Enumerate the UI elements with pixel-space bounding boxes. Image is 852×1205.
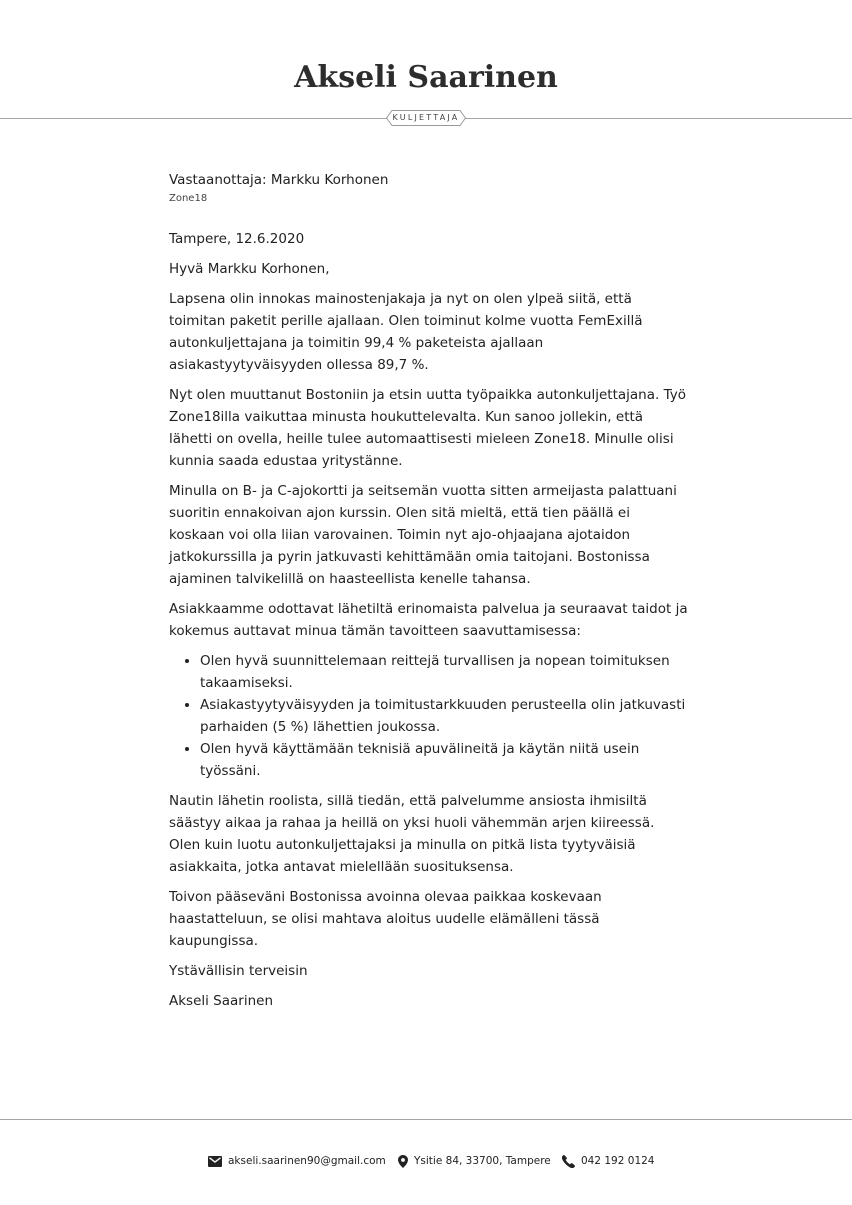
- contact-address-text: Ysitie 84, 33700, Tampere: [414, 1155, 551, 1167]
- letter-paragraph: Nyt olen muuttanut Bostoniin ja etsin uutta työpaikka autonkuljettajana. Työ Zone18illa vaikuttaa minusta houkuttelevalta. Kun sanoo jollekin, että lähetti on ovella, heille tulee automaattisesti mieleen Zone18. Minulle olisi kunnia saada edustaa yritystänne.: [169, 387, 686, 469]
- job-title: KULJETTAJA: [392, 113, 460, 122]
- letter-date: Tampere, 12.6.2020: [169, 231, 305, 247]
- letter-greeting: Hyvä Markku Korhonen,: [169, 261, 330, 277]
- letter-paragraph: Toivon pääseväni Bostonissa avoinna olevaa paikkaa koskevaan haastatteluun, se olisi mahtava aloitus uudelle elämälleni tässä kaupungissa.: [169, 889, 602, 949]
- job-title-badge: [386, 110, 466, 126]
- recipient-line: Vastaanottaja: Markku Korhonen: [169, 172, 389, 188]
- contact-footer: [0, 1151, 852, 1171]
- applicant-name: Akseli Saarinen: [294, 60, 558, 95]
- contact-email-text: akseli.saarinen90@gmail.com: [228, 1155, 386, 1167]
- skills-list-item: • Olen hyvä suunnittelemaan reittejä turvallisen ja nopean toimituksen takaamiseksi.: [200, 650, 689, 694]
- letter-paragraph: Lapsena olin innokas mainostenjakaja ja nyt on olen ylpeä siitä, että toimitan paketit perille ajallaan. Olen toiminut kolme vuotta FemExillä autonkuljettajana ja toimitin 99,4 % paketeista ajallaan asiakastyytyväisyyden ollessa 89,7 %.: [169, 291, 643, 373]
- envelope-icon: [208, 1156, 222, 1167]
- letter-paragraph: Nautin lähetin roolista, sillä tiedän, että palvelumme ansiosta ihmisiltä säästyy aikaa ja rahaa ja heillä on yksi huoli vähemmän arjen kiireessä. Olen kuin luotu autonkuljettajaksi ja minulla on pitkä lista tyytyväisiä asiakkaita, jotka antavat mielellään suosituksensa.: [169, 793, 655, 875]
- map-pin-icon: [398, 1155, 408, 1168]
- footer-divider: [0, 1119, 852, 1120]
- letter-paragraph: Asiakkaamme odottavat lähetiltä erinomaista palvelua ja seuraavat taidot ja kokemus auttavat minua tämän tavoitteen saavuttamisessa:: [169, 601, 688, 639]
- phone-icon: [562, 1155, 575, 1168]
- letter-signature: Akseli Saarinen: [169, 993, 274, 1009]
- contact-phone-text: 042 192 0124: [581, 1155, 655, 1167]
- contact-address: [398, 1151, 551, 1171]
- contact-email: [208, 1151, 386, 1171]
- letter-paragraph: Minulla on B- ja C-ajokortti ja seitsemän vuotta sitten armeijasta palattuani suoritin ennakoivan ajon kurssin. Olen sitä mieltä, että tien päällä ei koskaan voi olla liian varovainen. Toimin nyt ajo-ohjaajana ajotaidon jatkokurssilla ja pyrin jatkuvasti kehittämään omia taitojani. Bostonissa ajaminen talvikelillä on haasteellista kenelle tahansa.: [169, 483, 677, 587]
- skills-list-item: • Olen hyvä käyttämään teknisiä apuvälineitä ja käytän niitä usein työssäni.: [200, 738, 689, 782]
- recipient-company: Zone18: [169, 193, 208, 204]
- skills-list: [169, 650, 689, 782]
- letter-signoff: Ystävällisin terveisin: [169, 963, 308, 979]
- contact-phone: [562, 1151, 654, 1171]
- letter-body: [169, 228, 689, 1020]
- skills-list-item: • Asiakastyytyväisyyden ja toimitustarkkuuden perusteella olin jatkuvasti parhaiden (5 %) lähettien joukossa.: [200, 694, 689, 738]
